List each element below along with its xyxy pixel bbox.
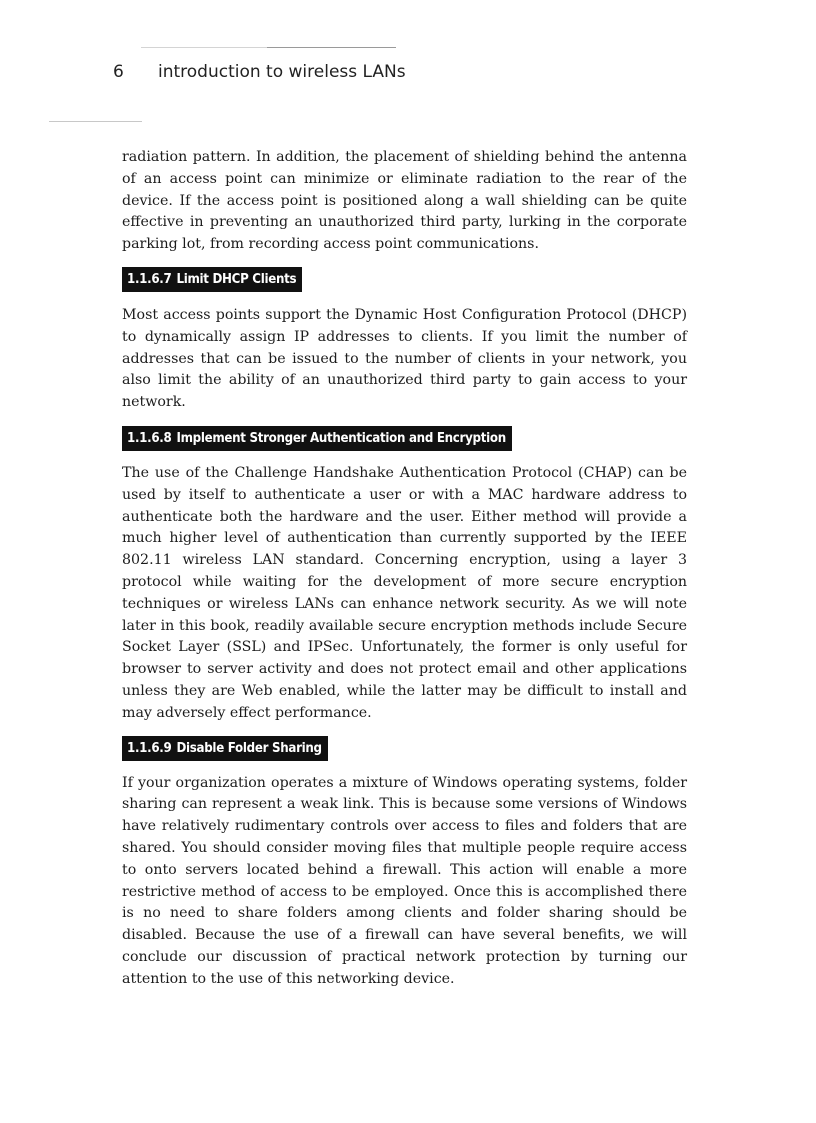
section-number: 1.1.6.9 (127, 740, 172, 756)
section-number: 1.1.6.8 (127, 430, 172, 446)
paragraph: The use of the Challenge Handshake Authentication Protocol (CHAP) can be used by itself to authenticate a user or with a MAC hardware address to authenticate both the hardware and the user. Either method will provide a much higher level of authentication than currently supported by the IEEE 802.11 wireless LAN standard. Concerning encryption, using a layer 3 protocol while waiting for the development of more secure encryption techniques or wireless LANs can enhance network security. As we will note later in this book, readily available secure encryption methods include Secure Socket Layer (SSL) and IPSec. Unfortunately, the former is only useful for browser to server activity and does not protect email and other applications unless they are Web enabled, while the latter may be difficult to install and may adversely effect performance. (122, 464, 687, 721)
section-heading-1-1-6-8 (122, 426, 687, 451)
paragraph: If your organization operates a mixture of Windows operating systems, folder sharing can represent a weak link. This is because some versions of Windows have relatively rudimentary controls over access to files and folders that are shared. You should consider moving files that multiple people require access to onto servers located behind a firewall. This action will enable a more restrictive method of access to be employed. Once this is accomplished there is no need to share folders among clients and folder sharing should be disabled. Because the use of a firewall can have several benefits, we will conclude our discussion of practical network protection by turning our attention to the use of this networking device. (122, 774, 687, 987)
section-title: Disable Folder Sharing (176, 740, 322, 756)
header-rule-light (141, 47, 267, 48)
section-heading-1-1-6-9 (122, 736, 687, 761)
section-heading-box (122, 426, 512, 451)
margin-rule (49, 121, 142, 122)
paragraph: radiation pattern. In addition, the placement of shielding behind the antenna of an access point can minimize or eliminate radiation to the rear of the device. If the access point is positioned along a wall shielding can be quite effective in preventing an unauthorized third party, lurking in the corporate parking lot, from recording access point communications. (122, 149, 687, 253)
running-header-title: introduction to wireless LANs (158, 62, 406, 82)
section-title: Limit DHCP Clients (176, 271, 297, 287)
page-body (122, 147, 687, 991)
section-number: 1.1.6.7 (127, 271, 172, 287)
header-rule-dark (267, 47, 396, 48)
section-heading-1-1-6-7 (122, 267, 687, 292)
section-title: Implement Stronger Authentication and Encryption (176, 430, 506, 446)
section-heading-box (122, 736, 328, 761)
section-heading-box (122, 267, 302, 292)
page-number: 6 (113, 62, 124, 82)
paragraph: Most access points support the Dynamic Host Configuration Protocol (DHCP) to dynamically assign IP addresses to clients. If you limit the number of addresses that can be issued to the number of clients in your network, you also limit the ability of an unauthorized third party to gain access to your network. (122, 306, 687, 411)
